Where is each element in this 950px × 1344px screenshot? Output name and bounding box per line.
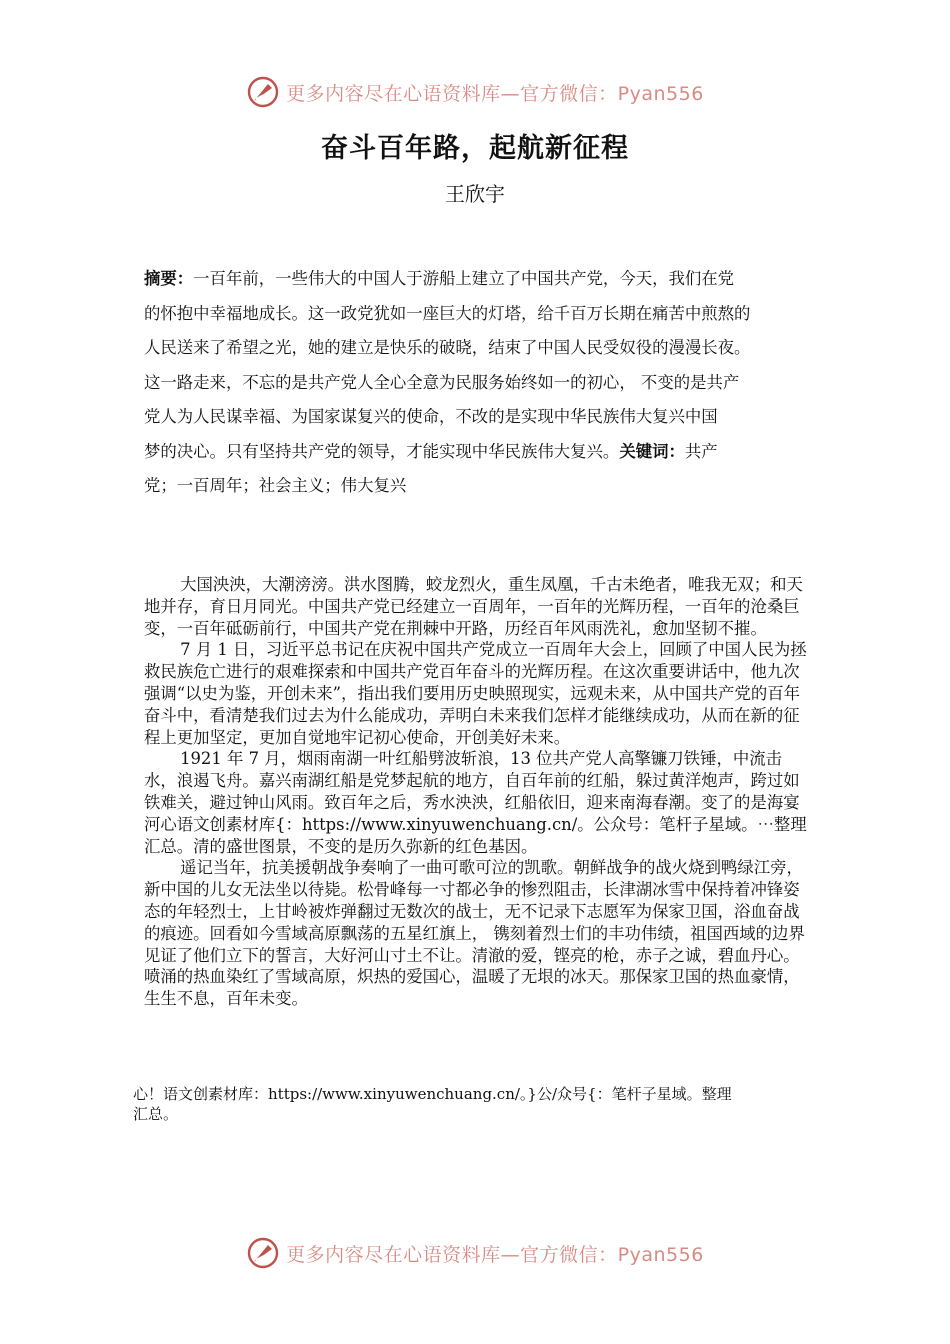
banner-text: 更多内容尽在心语资料库—官方微信：Pyan556 [286, 82, 704, 105]
banner-text: 更多内容尽在心语资料库—官方微信：Pyan556 [286, 1243, 704, 1266]
abstract [144, 262, 810, 504]
body-paragraph-2: 7 月 1 日，习近平总书记在庆祝中国共产党成立一百周年大会上，回顾了中国人民为拯救民族危亡进行的艰难探索和中国共产党百年奋斗的光辉历程。在这次重要讲话中，他九次强调“以史为鉴，开创未来”，指出我们要用历史映照现实，远观未来，从中国共产党的百年奋斗中，看清楚我们过去为什么能成功，弄明白未来我们怎样才能继续成功，从而在新的征程上更加坚定，更加自觉地牢记初心使命，开创美好未来。 [144, 640, 807, 747]
article-body [144, 574, 812, 1010]
body-paragraph-3: 1921 年 7 月，烟雨南湖一叶红船劈波斩浪，13 位共产党人高擎镰刀铁锤，中流击水，浪遏飞舟。嘉兴南湖红船是党梦起航的地方，自百年前的红船，躲过黄洋炮声，跨过如铁难关，避过钟山风雨。致百年之后，秀水泱泱，红船依旧，迎来南海春潮。变了的是海宴河心语文创素材库{：https://www.xinyuwenchuang.cn/。公众号：笔杆子星域。⋯整理汇总。清的盛世图景，不变的是历久弥新的红色基因。 [144, 749, 807, 856]
quill-logo-icon [246, 1236, 280, 1270]
quill-logo-icon [246, 75, 280, 109]
abstract-text: 一百年前，一些伟大的中国人于游船上建立了中国共产党，今天，我们在党 的怀抱中幸福地成长。这一政党犹如一座巨大的灯塔，给千百万长期在痛苦中煎熬的 人民送来了希望之光，她的建立是快乐的破晓，结束了中国人民受奴役的漫漫长夜。 这一路走来，不忘的是共产党人全心全意为民服务始终如一的初心， 不变的是共产 党人为人民谋幸福、为国家谋复兴的使命，不改的是实现中华民族伟大复兴中国 梦的决心。只有坚持共产党的领导，才能实现中华民族伟大复兴。 [144, 269, 751, 461]
source-note: 心！语文创素材库：https://www.xinyuwenchuang.cn/。}公/众号{：笔杆子星域。整理 汇总。 [133, 1085, 732, 1123]
keywords-label: 关键词： [619, 441, 685, 461]
article-title: 奋斗百年路，起航新征程 [321, 133, 629, 164]
body-paragraph-4: 遥记当年，抗美援朝战争奏响了一曲可歌可泣的凯歌。朝鲜战争的战火烧到鸭绿江旁，新中国的儿女无法坐以待毙。松骨峰每一寸都必争的惨烈阻击，长津湖冰雪中保持着冲锋姿态的年轻烈士，上甘岭被炸弹翻过无数次的战士，无不记录下志愿军为保家卫国，浴血奋战的痕迹。回看如今雪域高原飘荡的五星红旗上， 镌刻着烈士们的丰功伟绩，祖国西域的边界见证了他们立下的誓言，大好河山寸土不让。清澈的爱，铿亮的枪，赤子之诚，碧血丹心。喷涌的热血染红了雪域高原，炽热的爱国心，温暖了无垠的冰天。那保家卫国的热血豪情，生生不息，百年未变。 [144, 858, 805, 1009]
keywords-text: 共产 党；一百周年；社会主义；伟大复兴 [144, 441, 718, 495]
body-paragraph-1: 大国泱泱，大潮滂滂。洪水图腾，蛟龙烈火，重生凤凰，千古未绝者，唯我无双；和天地并存，育日月同光。中国共产党已经建立一百周年，一百年的光辉历程，一百年的沧桑巨变，一百年砥砺前行，中国共产党在荆棘中开路，历经百年风雨洗礼，愈加坚韧不摧。 [144, 575, 803, 638]
header-watermark-banner [0, 72, 950, 112]
footer-watermark-banner [0, 1233, 950, 1273]
article-author: 王欣宇 [445, 182, 505, 206]
abstract-label: 摘要： [144, 269, 194, 288]
